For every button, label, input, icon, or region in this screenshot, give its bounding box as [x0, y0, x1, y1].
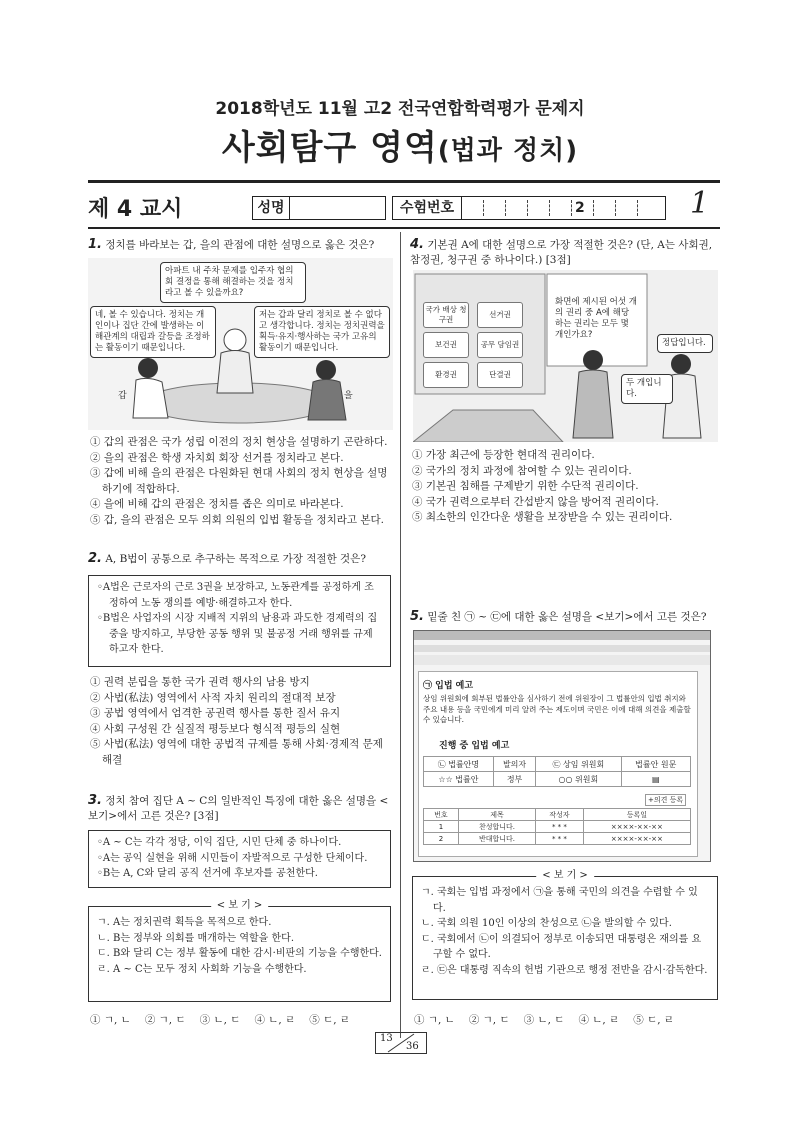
q5-answer-5[interactable]: ⑤ ㄷ, ㄹ	[633, 1014, 675, 1026]
footer-page-current: 13	[380, 1033, 393, 1044]
q3-bogi-item-4: ㄹ. A ~ C는 모두 정치 사회화 기능을 수행한다.	[97, 963, 307, 975]
teacher-body	[573, 370, 613, 438]
q2-option-2[interactable]: ② 사법(私法) 영역에서 사적 자치 원리의 절대적 보장	[90, 691, 336, 704]
id-cell-divider	[483, 200, 484, 216]
comment-header-title: 제목	[458, 809, 535, 821]
bill-header-name: ㉡ 법률안명	[424, 757, 494, 772]
comment-title: 찬성합니다.	[458, 821, 535, 833]
desks-shape	[413, 410, 563, 442]
comment-date: ××××-××-××	[583, 833, 690, 845]
q1-option-5[interactable]: ⑤ 갑, 을의 관점은 모두 의회 의원의 입법 활동을 정치라고 본다.	[90, 513, 384, 526]
browser-toolbar	[414, 655, 710, 665]
browser-titlebar	[414, 631, 710, 640]
q3-answers	[90, 1012, 395, 1027]
q4-number: 4.	[410, 237, 424, 252]
q3-answer-2[interactable]: ② ㄱ, ㄷ	[144, 1014, 186, 1026]
bill-name[interactable]: ☆☆ 법률안	[424, 772, 494, 787]
q5-answer-1[interactable]: ① ㄱ, ㄴ	[414, 1014, 455, 1026]
gap-body	[133, 378, 168, 418]
q5-number: 5.	[410, 609, 424, 624]
subject-title	[0, 120, 800, 169]
section1-text: 상임 위원회에 회부된 법률안을 심사하기 전에 위원장이 그 법률안의 입법 취지와 주요 내용 등을 국민에게 미리 알려 주는 제도이며 국민은 이에 대해 의견을 제출할 수 있습니다.	[423, 694, 691, 724]
q1-option-1[interactable]: ① 갑의 관점은 국가 성립 이전의 정치 현상을 설명하기 곤란하다.	[90, 436, 388, 448]
q5-answers	[414, 1012, 720, 1027]
subject-main: 사회탐구 영역	[221, 128, 438, 168]
right-item-3: 보건권	[423, 332, 469, 358]
bubble-correct: 정답입니다.	[657, 334, 713, 353]
id-digit: 2	[575, 200, 585, 216]
q1-options	[90, 435, 395, 528]
right-item-1: 국가 배상 청구권	[423, 302, 469, 328]
q4-option-5[interactable]: ⑤ 최소한의 인간다운 생활을 보장받을 수 있는 권리이다.	[412, 511, 673, 523]
q2-options	[90, 675, 395, 768]
browser-window	[413, 630, 711, 862]
bill-header-committee: ㉢ 상임 위원회	[536, 757, 621, 772]
q4-stem-text: 기본권 A에 대한 설명으로 가장 적절한 것은? (단, A는 사회권, 참정권, 청구권 중 하나이다.) [3점]	[410, 239, 713, 266]
id-cell-divider	[571, 200, 572, 216]
q2-option-5[interactable]: ⑤ 사법(私法) 영역에 대한 공법적 규제를 통해 사회·경제적 문제 해결	[90, 738, 383, 766]
q5-bogi-title: < 보 기 >	[536, 868, 594, 884]
right-item-4: 공무 담임권	[477, 332, 523, 358]
teacher-head	[583, 350, 603, 370]
exam-id-label: 수험번호	[393, 197, 462, 219]
q2-stem-text: A, B법이 공통으로 추구하는 목적으로 가장 적절한 것은?	[105, 553, 366, 565]
q4-option-3[interactable]: ③ 기본권 침해를 구제받기 위한 수단적 권리이다.	[412, 480, 639, 492]
comment-no: 2	[424, 833, 459, 845]
comment-author: * * *	[536, 821, 584, 833]
q4-options	[412, 448, 722, 526]
gap-head	[138, 358, 158, 378]
q5-stem-text: 밑줄 친 ㉠ ~ ㉢에 대한 옳은 설명을 <보기>에서 고른 것은?	[427, 611, 707, 623]
bubble-eul: 저는 갑과 달리 정치로 볼 수 없다고 생각합니다. 정치는 정치권력을 획득·유지·행사하는 국가 고유의 활동이기 때문입니다.	[254, 306, 390, 358]
table-row[interactable]	[424, 821, 691, 833]
q5-answer-3[interactable]: ③ ㄴ, ㄷ	[523, 1014, 565, 1026]
id-cell-divider	[549, 200, 550, 216]
q3-answer-1[interactable]: ① ㄱ, ㄴ	[90, 1014, 131, 1026]
header-rule-bottom	[88, 227, 720, 229]
q3-box-item-1: ◦A ~ C는 각각 정당, 이익 집단, 시민 단체 중 하나이다.	[97, 837, 342, 848]
subject-sub: (법과 정치)	[437, 136, 579, 166]
q5-bogi-item-3: ㄷ. 국회에서 ㉡이 의결되어 정부로 이송되면 대통령은 재의를 요구할 수 없다.	[421, 933, 702, 960]
column-divider	[400, 232, 401, 1038]
name-field[interactable]	[252, 196, 386, 220]
right-item-5: 환경권	[423, 362, 469, 388]
q4-option-4[interactable]: ④ 국가 권력으로부터 간섭받지 않을 방어적 권리이다.	[412, 495, 659, 508]
bubble-student: 두 개입니다.	[621, 374, 673, 404]
q3-bogi-item-3: ㄷ. B와 달리 C는 정부 활동에 대한 감시·비판의 기능을 수행한다.	[97, 948, 382, 959]
comment-register-button[interactable]: +의견 등록	[645, 794, 686, 806]
q4-option-1[interactable]: ① 가장 최근에 등장한 현대적 권리이다.	[412, 449, 595, 461]
comment-author: * * *	[536, 833, 584, 845]
q3-bogi	[88, 900, 391, 1002]
table-row[interactable]	[424, 833, 691, 845]
exam-id-field[interactable]	[392, 196, 666, 220]
eul-head	[316, 360, 336, 380]
id-cell-divider	[615, 200, 616, 216]
q5-bogi-item-1: ㄱ. 국회는 입법 과정에서 ㉠을 통해 국민의 의견을 수렴할 수 있다.	[421, 887, 698, 914]
q4-stem	[410, 237, 720, 268]
name-label: 성명	[253, 197, 290, 219]
browser-menubar	[414, 645, 710, 652]
footer-page-box	[375, 1032, 427, 1054]
label-gap: 갑	[118, 391, 127, 401]
q3-box-item-3: ◦B는 A, C와 달리 공직 선거에 후보자를 공천한다.	[97, 868, 318, 879]
comment-header-author: 작성자	[536, 809, 584, 821]
q5-bogi	[412, 870, 718, 1000]
section2-title: 진행 중 입법 예고	[439, 741, 510, 751]
q1-number: 1.	[88, 237, 102, 252]
q3-stem-text: 정치 참여 집단 A ~ C의 일반적인 특징에 대한 옳은 설명을 <보기>에서 고른 것은? [3점]	[88, 795, 389, 822]
footer-page-total: 36	[406, 1041, 419, 1052]
bill-document-icon[interactable]: ▤	[621, 772, 690, 787]
label-eul: 을	[344, 391, 353, 401]
q5-answer-4[interactable]: ④ ㄴ, ㄹ	[578, 1014, 620, 1026]
q5-answer-2[interactable]: ② ㄱ, ㄷ	[468, 1014, 510, 1026]
teacher-head	[224, 329, 246, 351]
browser-content	[418, 671, 698, 857]
section1-title: ㉠ 입법 예고	[423, 681, 474, 691]
id-cell-divider	[527, 200, 528, 216]
q3-bogi-item-2: ㄴ. B는 정부와 의회를 매개하는 역할을 한다.	[97, 932, 294, 944]
right-item-6: 단결권	[477, 362, 523, 388]
comment-header-date: 등록일	[583, 809, 690, 821]
bubble-teacher: 아파트 내 주차 문제를 입주자 협의회 결정을 통해 해결하는 것을 정치라고 볼 수 있을까요?	[160, 262, 306, 303]
q3-bogi-title: < 보 기 >	[211, 898, 269, 914]
q5-bogi-item-4: ㄹ. ㉢은 대통령 직속의 헌법 기관으로 행정 전반을 감시·감독한다.	[421, 964, 708, 976]
q1-illustration	[88, 258, 393, 430]
right-item-2: 선거권	[477, 302, 523, 328]
q3-answer-5[interactable]: ⑤ ㄷ, ㄹ	[309, 1014, 351, 1026]
q1-stem-text: 정치를 바라보는 갑, 을의 관점에 대한 설명으로 옳은 것은?	[105, 239, 375, 251]
bill-proposer: 정부	[493, 772, 535, 787]
bill-committee: ○○ 위원회	[536, 772, 621, 787]
header-rule-top	[88, 180, 720, 183]
student-head	[671, 354, 691, 374]
q1-stem	[88, 237, 393, 253]
period-label: 제 4 교시	[88, 197, 183, 222]
q3-box-item-2: ◦A는 공익 실현을 위해 시민들이 자발적으로 구성한 단체이다.	[97, 852, 368, 864]
bill-header-proposer: 발의자	[493, 757, 535, 772]
q3-answer-3[interactable]: ③ ㄴ, ㄷ	[199, 1014, 241, 1026]
comment-table	[423, 808, 691, 845]
id-cell-divider	[637, 200, 638, 216]
q3-bogi-item-1: ㄱ. A는 정치권력 획득을 목적으로 한다.	[97, 917, 272, 928]
q2-box-item-b: ◦B법은 사업자의 시장 지배적 지위의 남용과 과도한 경제력의 집중을 방지하고, 부당한 공동 행위 및 불공정 거래 행위를 규제하고자 한다.	[97, 613, 378, 655]
board-text: 화면에 제시된 어섯 개의 권리 중 A에 해당하는 권리는 모두 몇 개인가요?	[555, 297, 638, 340]
comment-header-no: 번호	[424, 809, 459, 821]
q3-stem	[88, 793, 393, 824]
q1-option-2[interactable]: ② 을의 관점은 학생 자치회 회장 선거를 정치라고 본다.	[90, 451, 344, 464]
bill-table	[423, 756, 691, 787]
comment-no: 1	[424, 821, 459, 833]
id-cell-divider	[505, 200, 506, 216]
q5-stem	[410, 609, 720, 625]
q2-option-1[interactable]: ① 권력 분립을 통한 국가 권력 행사의 남용 방지	[90, 676, 310, 688]
bubble-gap: 네, 볼 수 있습니다. 정치는 개인이나 집단 간에 발생하는 이해관계의 대립과 갈등을 조정하는 활동이기 때문입니다.	[90, 306, 216, 358]
q1-option-4[interactable]: ④ 을에 비해 갑의 관점은 정치를 좁은 의미로 바라본다.	[90, 498, 344, 510]
comment-date: ××××-××-××	[583, 821, 690, 833]
q2-option-4[interactable]: ④ 사회 구성원 간 실질적 평등보다 형식적 평등의 실현	[90, 722, 341, 735]
q3-answer-4[interactable]: ④ ㄴ, ㄹ	[254, 1014, 296, 1026]
q3-box	[88, 830, 391, 888]
q2-number: 2.	[88, 551, 102, 566]
q5-bogi-item-2: ㄴ. 국회 의원 10인 이상의 찬성으로 ㉡을 발의할 수 있다.	[421, 918, 672, 929]
q4-illustration	[413, 270, 718, 442]
comment-title: 반대합니다.	[458, 833, 535, 845]
q2-option-3[interactable]: ③ 공법 영역에서 엄격한 공권력 행사를 통한 질서 유지	[90, 707, 341, 719]
q1-option-3[interactable]: ③ 갑에 비해 을의 관점은 다원화된 현대 사회의 정치 현상을 설명하기에 적합하다.	[90, 467, 388, 495]
q4-option-2[interactable]: ② 국가의 정치 과정에 참여할 수 있는 권리이다.	[412, 464, 632, 477]
q3-number: 3.	[88, 793, 102, 808]
q2-box-item-a: ◦A법은 근로자의 근로 3권을 보장하고, 노동관계를 공정하게 조정하여 노동 쟁의를 예방·해결하고자 한다.	[97, 582, 374, 609]
page-number: 1	[690, 186, 710, 221]
exam-name: 2018학년도 11월 고2 전국연합학력평가 문제지	[215, 99, 585, 119]
eul-body	[308, 380, 346, 421]
q2-box	[88, 575, 391, 667]
bill-header-original: 법률안 원문	[621, 757, 690, 772]
id-cell-divider	[593, 200, 594, 216]
teacher-body	[217, 351, 253, 394]
q2-stem	[88, 551, 393, 567]
